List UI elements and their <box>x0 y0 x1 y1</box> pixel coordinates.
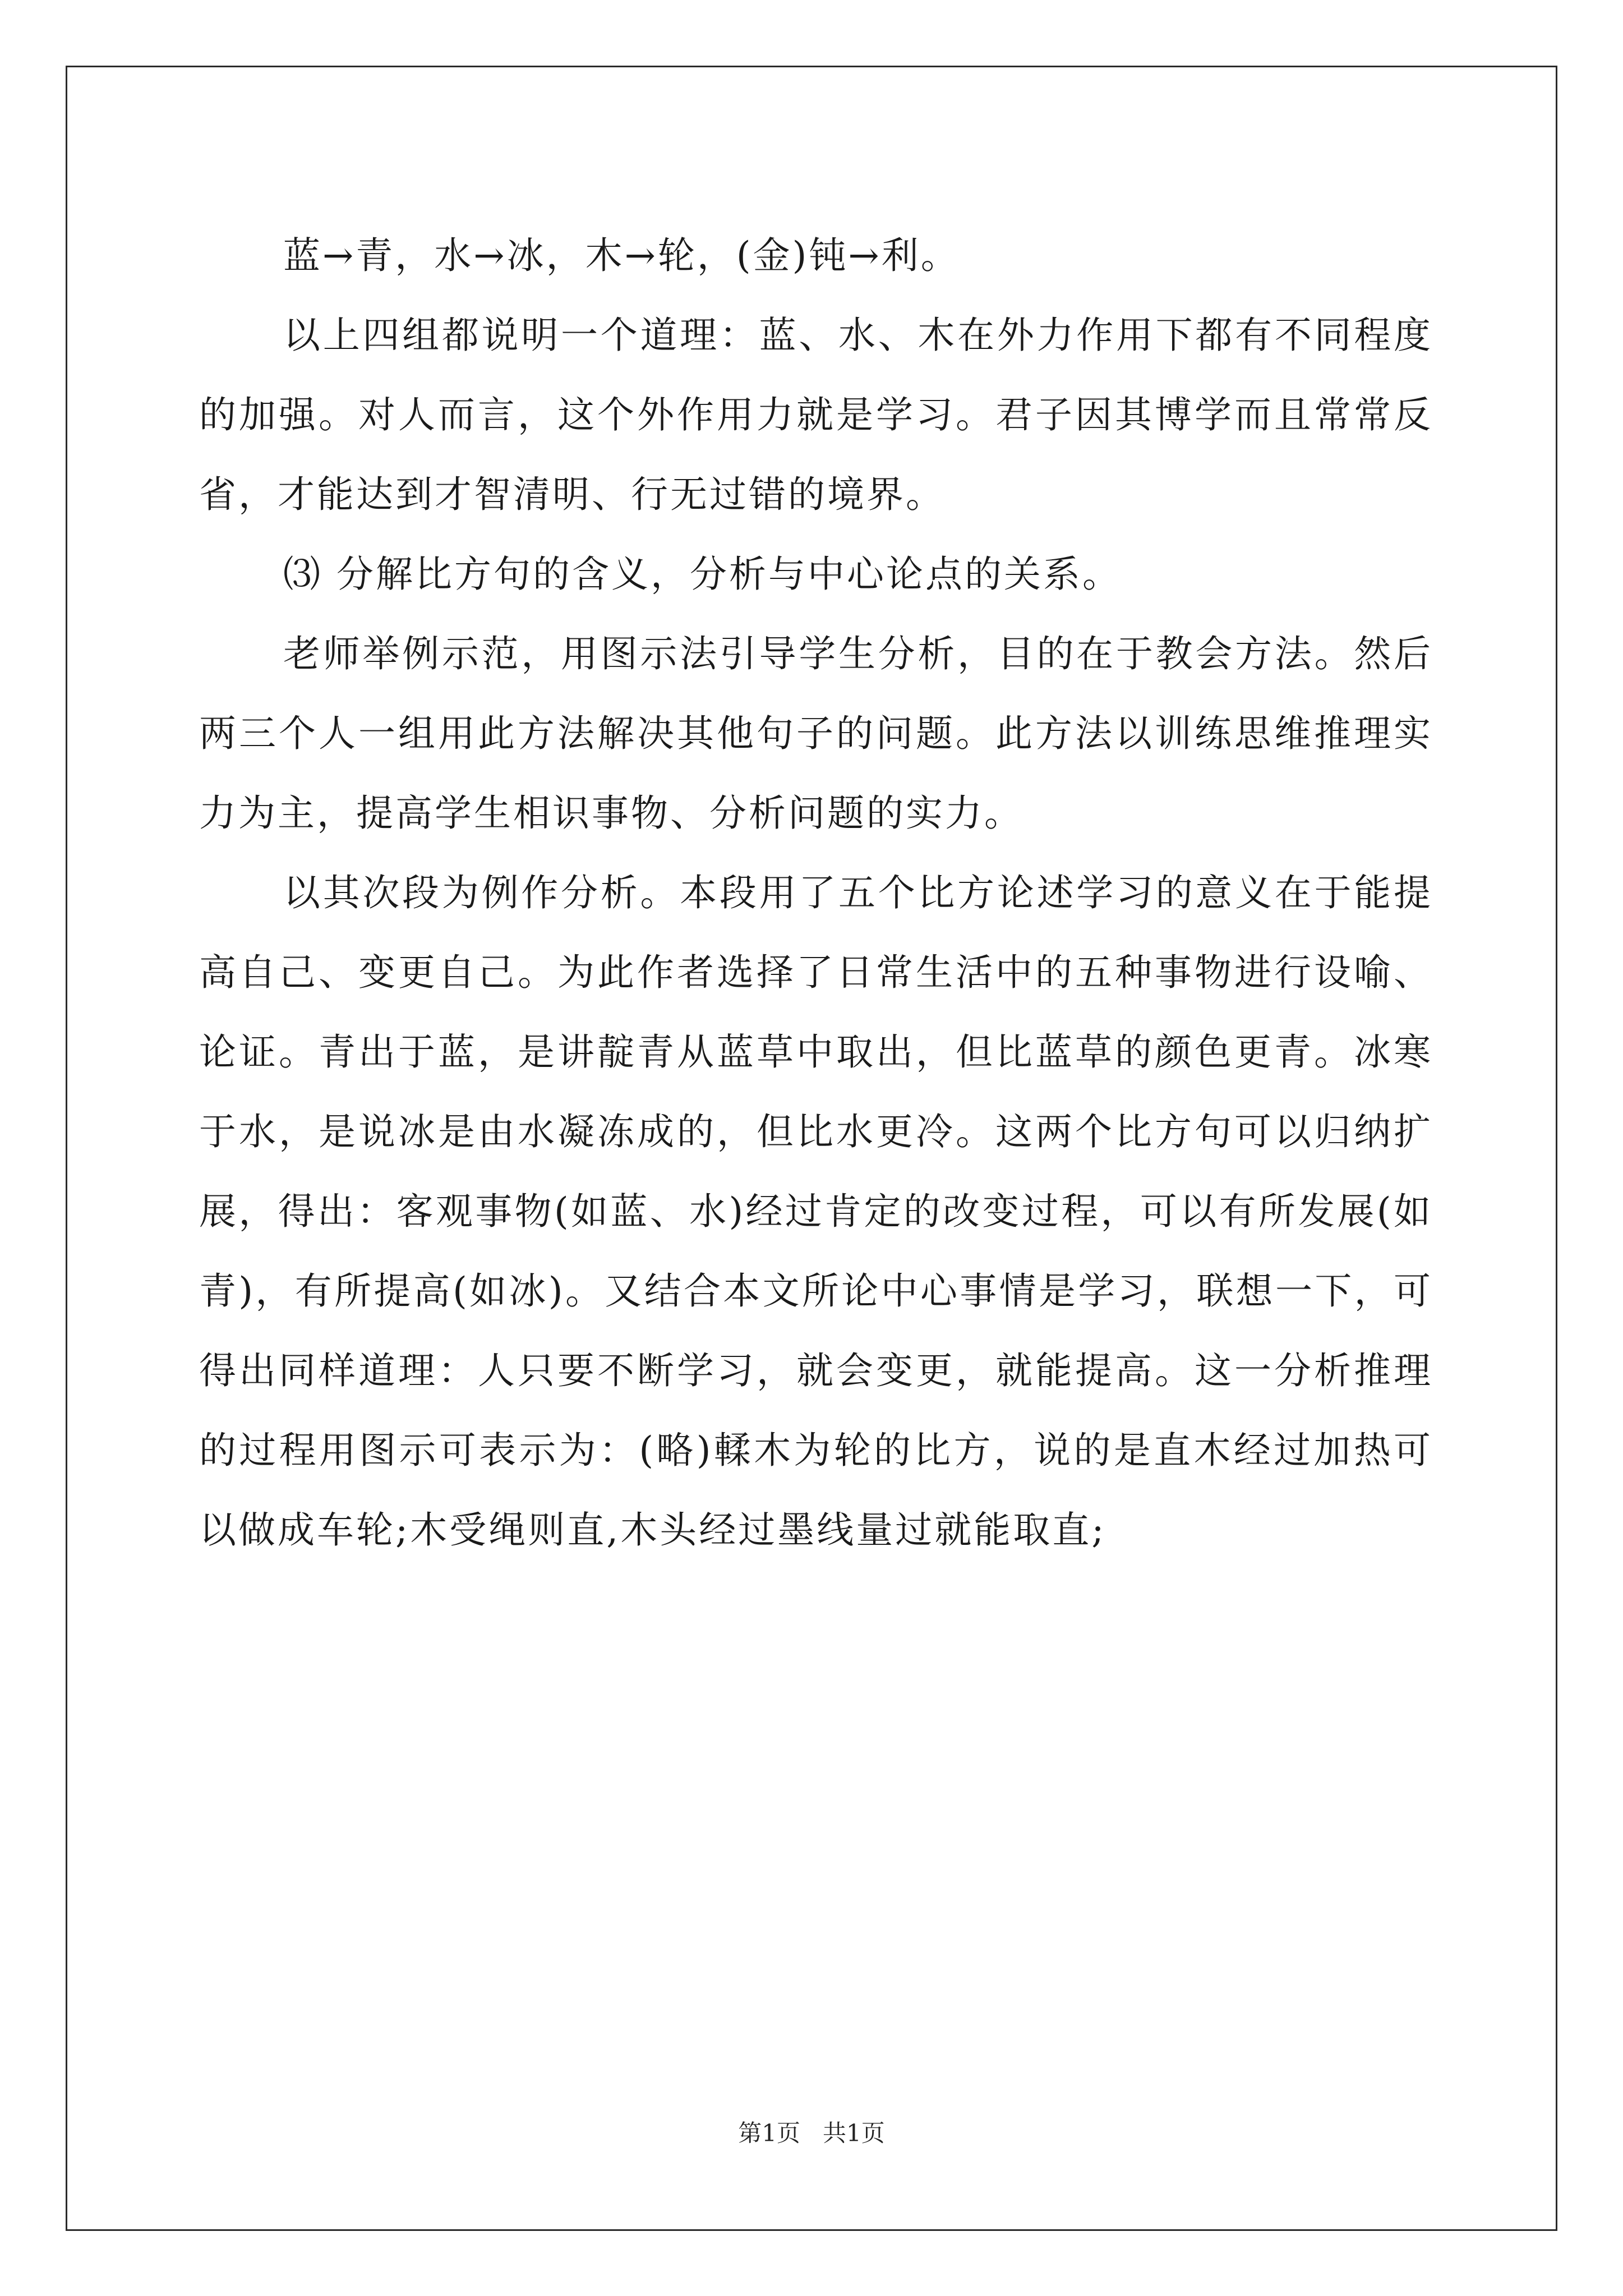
paragraph-5: 以其次段为例作分析。本段用了五个比方论述学习的意义在于能提高自己、变更自己。为此作者选择了日常生活中的五种事物进行设喻、论证。青出于蓝，是讲靛青从蓝草中取出，但比蓝草的颜色更青。冰寒于水，是说冰是由水凝冻成的，但比水更冷。这两个比方句可以归纳扩展，得出：客观事物(如蓝、水)经过肯定的改变过程，可以有所发展(如青)，有所提高(如冰)。又结合本文所论中心事情是学习，联想一下，可得出同样道理：人只要不断学习，就会变更，就能提高。这一分析推理的过程用图示可表示为：(略)輮木为轮的比方，说的是直木经过加热可以做成车轮;木受绳则直,木头经过墨线量过就能取直; <box>199 871 1433 1552</box>
document-body <box>199 216 1433 1570</box>
paragraph-2: 以上四组都说明一个道理：蓝、水、木在外力作用下都有不同程度的加强。对人而言，这个外作用力就是学习。君子因其博学而且常常反省，才能达到才智清明、行无过错的境界。 <box>199 314 1433 516</box>
page-footer: 第1页 共1页 <box>738 2119 885 2147</box>
paragraph-4: 老师举例示范，用图示法引导学生分析，目的在于教会方法。然后两三个人一组用此方法解决其他句子的问题。此方法以训练思维推理实力为主，提高学生相识事物、分析问题的实力。 <box>199 632 1433 835</box>
paragraph-3: ⑶ 分解比方句的含义，分析与中心论点的关系。 <box>283 553 1122 596</box>
paragraph-1: 蓝→青，水→冰，木→轮，(金)钝→利。 <box>283 234 960 277</box>
